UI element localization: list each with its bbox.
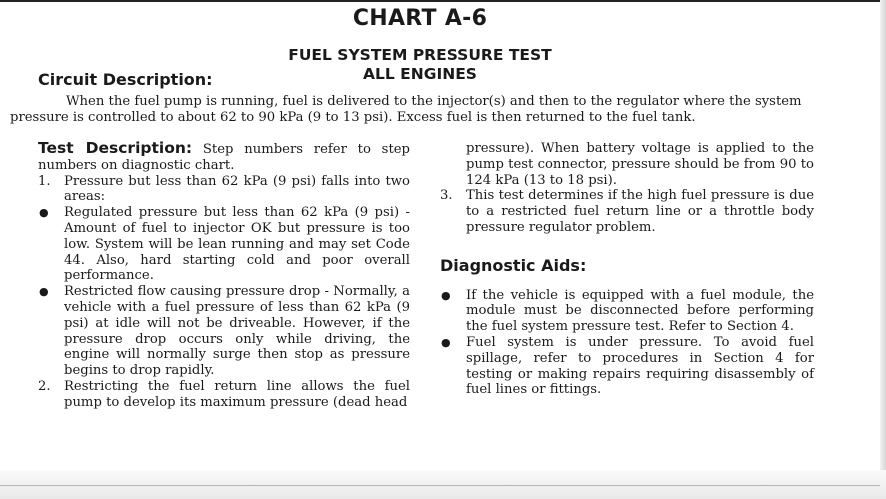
top-rule <box>0 0 886 2</box>
bottom-rule <box>0 485 880 486</box>
bullet-text: Regulated pressure but less than 62 kPa (9 psi) - Amount of fuel to injector OK but pressure is too low. System will be lean running and may set Code 44. Also, hard starting cold and poor overall performance. <box>64 205 410 284</box>
test-description-heading: Test Description: <box>38 139 193 157</box>
diagnostic-aid-fuel-module <box>440 288 814 335</box>
test-step-3 <box>440 188 814 235</box>
step-number: 1. <box>38 173 51 189</box>
step-text: Restricting the fuel return line allows the fuel pump to develop its maximum pressure (dead head <box>64 378 410 410</box>
bullet-icon: ● <box>39 206 49 220</box>
bullet-text: Fuel system is under pressure. To avoid fuel spillage, refer to procedures in Section 4 for testing or making repairs requiring disassembly of fuel lines or fittings. <box>466 334 814 398</box>
bullet-icon: ● <box>441 335 451 349</box>
circuit-description-heading: Circuit Description: <box>38 70 213 89</box>
test-step-1 <box>38 174 410 206</box>
page-edge-shadow <box>880 0 886 499</box>
test-bullet-regulated-pressure <box>38 205 410 284</box>
chart-title: CHART A-6 <box>352 6 488 31</box>
left-column <box>38 141 410 411</box>
right-column <box>440 141 814 398</box>
test-bullet-restricted-flow <box>38 284 410 379</box>
step-number: 3. <box>440 188 453 204</box>
diagnostic-aid-pressure-warning <box>440 335 814 398</box>
test-description-intro <box>38 141 410 174</box>
bullet-text: Restricted flow causing pressure drop - Normally, a vehicle with a fuel pressure of less than 62 kPa (9 psi) at idle will not be driveable. However, if the pressure drop occurs only while driving, the engine will normally surge then stop as pressure begins to drop rapidly. <box>64 284 410 379</box>
step-text: This test determines if the high fuel pressure is due to a restricted fuel return line or a throttle body pressure regulator problem. <box>466 188 814 235</box>
bullet-icon: ● <box>441 288 451 302</box>
chart-subtitle: FUEL SYSTEM PRESSURE TEST <box>288 46 552 64</box>
bullet-text: If the vehicle is equipped with a fuel module, the module must be disconnected before performing the fuel system pressure test. Refer to Section 4. <box>466 287 814 335</box>
test-step-2-continued: pressure). When battery voltage is applied to the pump test connector, pressure should be from 90 to 124 kPa (13 to 18 psi). <box>466 141 814 188</box>
circuit-description-text: When the fuel pump is running, fuel is delivered to the injector(s) and then to the regulator where the system pressure is controlled to about 62 to 90 kPa (9 to 13 psi). Excess fuel is then returned to the fuel tank. <box>10 94 802 125</box>
step-text: Pressure but less than 62 kPa (9 psi) falls into two areas: <box>64 173 410 205</box>
diagnostic-aids-heading: Diagnostic Aids: <box>440 255 587 275</box>
chart-subtitle-engines: ALL ENGINES <box>363 65 477 83</box>
test-step-2 <box>38 379 410 411</box>
step-number: 2. <box>38 378 51 394</box>
bullet-icon: ● <box>39 285 49 299</box>
test-description-intro-text: Step numbers refer to step numbers on diagnostic chart. <box>38 142 410 173</box>
